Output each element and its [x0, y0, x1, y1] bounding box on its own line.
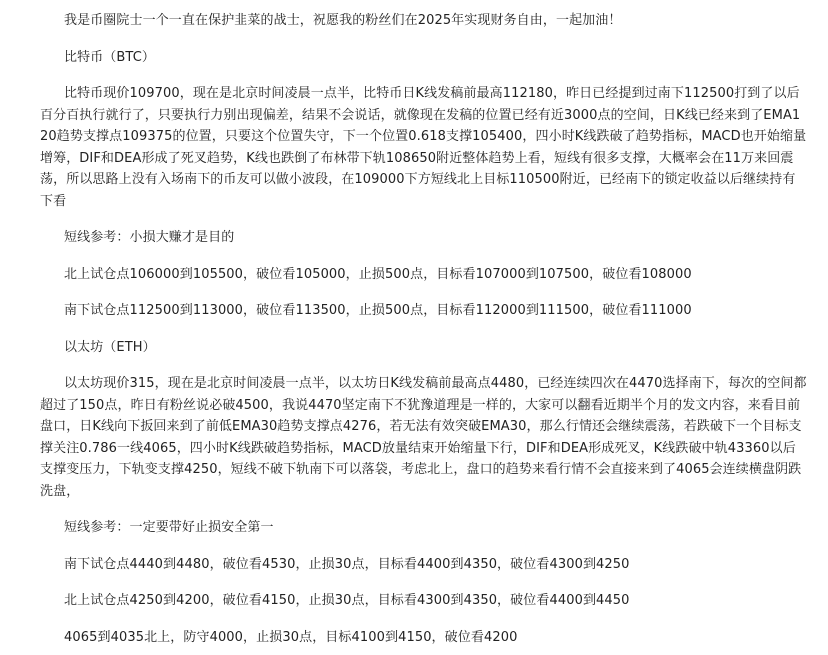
eth-long-plan: 北上试仓点4250到4200，破位看4150，止损30点，目标看4300到4350，破位看4400到4450	[64, 593, 630, 608]
eth-analysis-paragraph: 以太坊现价315，现在是北京时间凌晨一点半，以太坊日K线发稿前最高点4480，已经连续四次在4470选择南下，每次的空间都超过了150点，昨日有粉丝说必破4500，我说4470坚定南下不犹豫道理是一样的，大家可以翻看近期半个月的发文内容，来看目前盘口，日K线向下扳回来到了前低EMA30趋势支撑点4276，若无法有效突破EMA30，那么行情还会继续震荡，若跌破下一个目标支撑关注0.786一线4065，四小时K线跌破趋势指标，MACD放量结束开始缩量下行，DIF和DEA形成死叉，K线跌破中轨43360以后支撑变压力，下轨变支撑4250，短线不破下轨南下可以落袋，考虑北上，盘口的趋势来看行情不会直接来到了4065会连续横盘阴跌洗盘，	[40, 376, 807, 499]
btc-analysis-paragraph: 比特币现价109700，现在是北京时间凌晨一点半，比特币日K线发稿前最高112180，昨日已经提到过南下112500打到了以后百分百执行就行了，只要执行力别出现偏差，结果不会说话，就像现在发稿的位置已经有近3000点的空间，日K线已经来到了EMA120趋势支撑点109375的位置，只要这个位置失守，下一个位置0.618支撑105400，四小时K线跌破了趋势指标，MACD也开始缩量增筹，DIF和DEA形成了死叉趋势，K线也跌倒了布林带下轨108650附近整体趋势上看，短线有很多支撑，大概率会在11万来回震荡，所以思路上没有入场南下的币友可以做小波段，在109000下方短线北上目标110500附近，已经南下的锁定收益以后继续持有下看	[40, 86, 807, 209]
btc-long-plan: 北上试仓点106000到105500，破位看105000，止损500点，目标看107000到107500，破位看108000	[64, 266, 692, 282]
intro-paragraph: 我是币圈院士一个一直在保护韭菜的战士，祝愿我的粉丝们在2025年实现财务自由，一起加油！	[64, 13, 622, 28]
btc-heading: 比特币（BTC）	[64, 49, 155, 65]
btc-strategy-title: 短线参考：小损大赚才是目的	[64, 230, 235, 245]
eth-heading: 以太坊（ETH）	[64, 339, 156, 355]
eth-short-plan: 南下试仓点4440到4480，破位看4530，止损30点，目标看4400到4350，破位看4300到4250	[64, 556, 630, 572]
eth-extra-plan: 4065到4035北上，防守4000，止损30点，目标4100到4150，破位看4200	[64, 629, 518, 645]
btc-short-plan: 南下试仓点112500到113000，破位看113500，止损500点，目标看112000到111500，破位看111000	[64, 303, 692, 318]
eth-strategy-title: 短线参考：一定要带好止损安全第一	[64, 520, 274, 535]
